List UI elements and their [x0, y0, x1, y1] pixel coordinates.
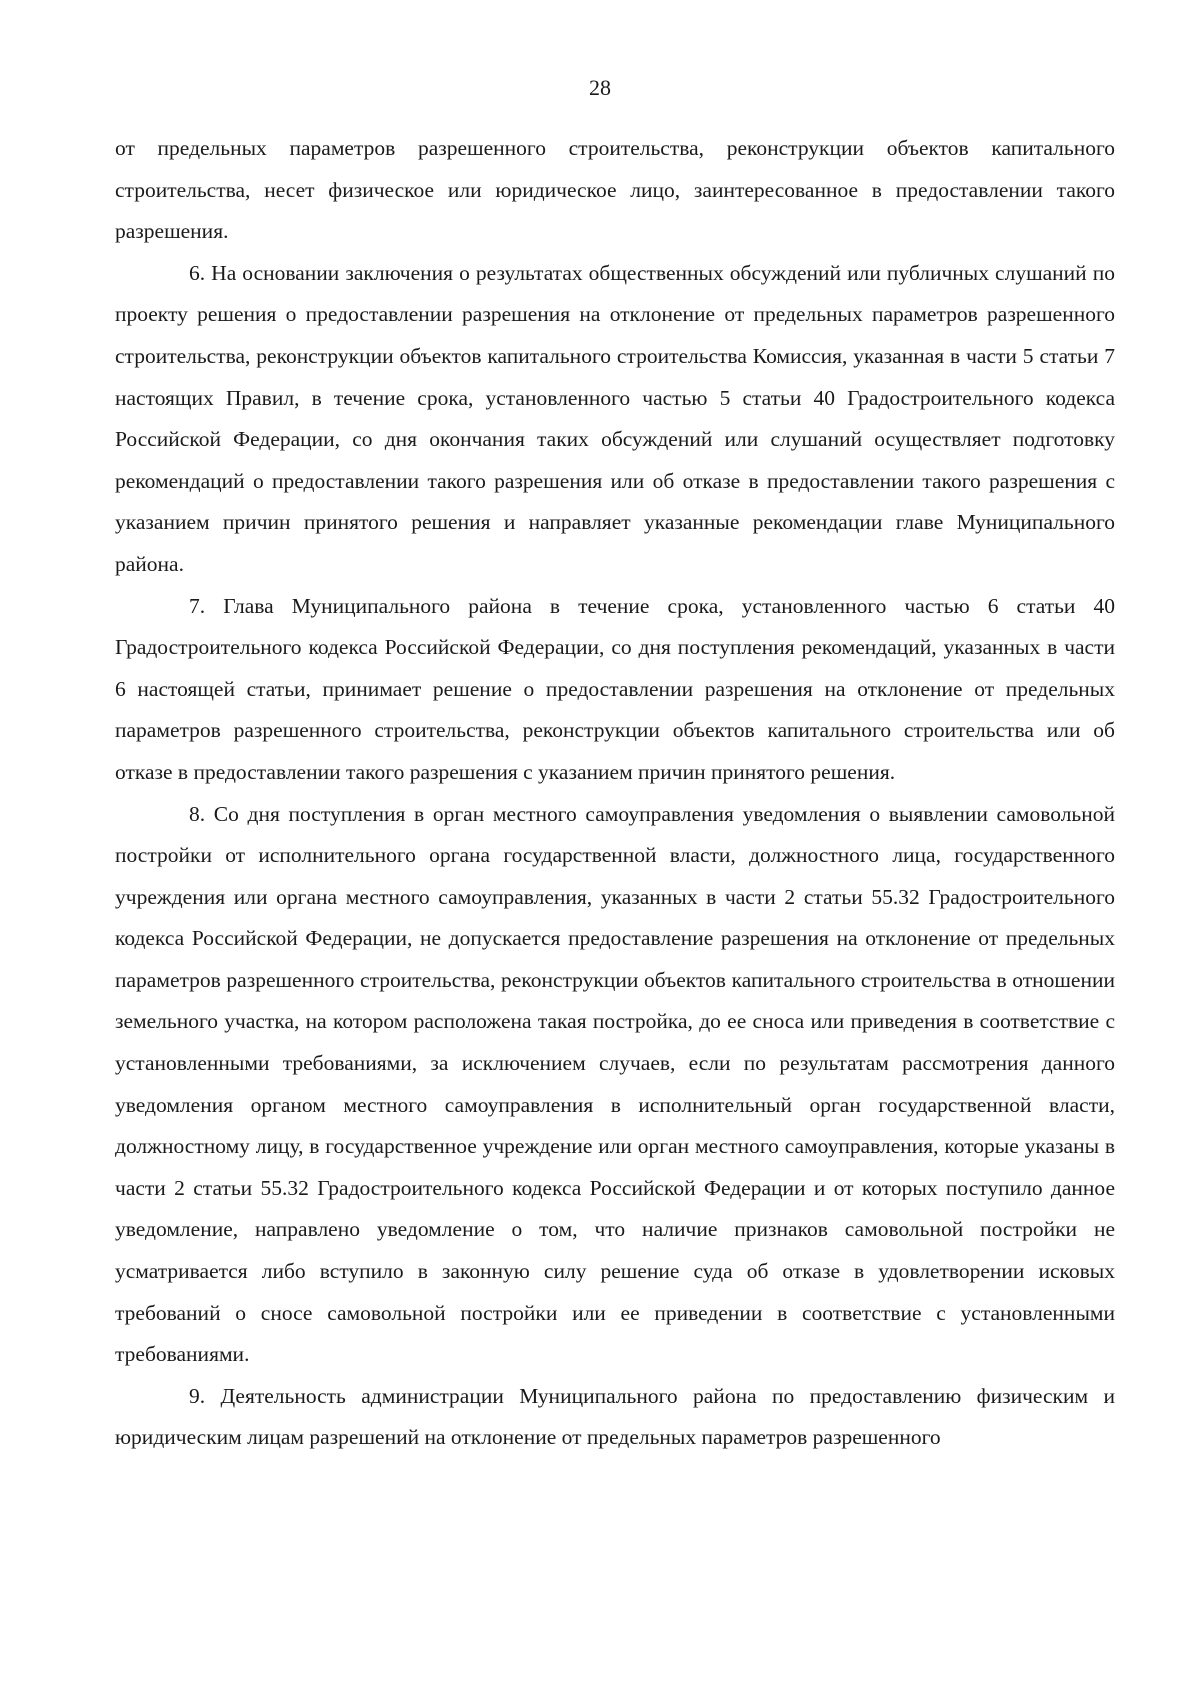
paragraph-item-8: 8. Со дня поступления в орган местного самоуправления уведомления о выявлении самовольной постройки от исполнительного органа государственной власти, должностного лица, государственного учреждения или органа местного самоуправления, указанных в части 2 статьи 55.32 Градостроительного кодекса Российской Федерации, не допускается предоставление разрешения на отклонение от предельных параметров разрешенного строительства, реконструкции объектов капитального строительства в отношении земельного участка, на котором расположена такая постройка, до ее сноса или приведения в соответствие с установленными требованиями, за исключением случаев, если по результатам рассмотрения данного уведомления органом местного самоуправления в исполнительный орган государственной власти, должностному лицу, в государственное учреждение или орган местного самоуправления, которые указаны в части 2 статьи 55.32 Градостроительного кодекса Российской Федерации и от которых поступило данное уведомление, направлено уведомление о том, что наличие признаков самовольной постройки не усматривается либо вступило в законную силу решение суда об отказе в удовлетворении исковых требований о сносе самовольной постройки или ее приведении в соответствие с установленными требованиями.: [115, 801, 1115, 1367]
page-number: 28: [589, 75, 611, 100]
document-body: [115, 128, 1115, 1459]
paragraph-item-7: 7. Глава Муниципального района в течение срока, установленного частью 6 статьи 40 Градостроительного кодекса Российской Федерации, со дня поступления рекомендаций, указанных в части 6 настоящей статьи, принимает решение о предоставлении разрешения на отклонение от предельных параметров разрешенного строительства, реконструкции объектов капитального строительства или об отказе в предоставлении такого разрешения с указанием причин принятого решения.: [115, 593, 1115, 784]
paragraph-item-6: 6. На основании заключения о результатах общественных обсуждений или публичных слушаний по проекту решения о предоставлении разрешения на отклонение от предельных параметров разрешенного строительства, реконструкции объектов капитального строительства Комиссия, указанная в части 5 статьи 7 настоящих Правил, в течение срока, установленного частью 5 статьи 40 Градостроительного кодекса Российской Федерации, со дня окончания таких обсуждений или слушаний осуществляет подготовку рекомендаций о предоставлении такого разрешения или об отказе в предоставлении такого разрешения с указанием причин принятого решения и направляет указанные рекомендации главе Муниципального района.: [115, 260, 1115, 576]
paragraph-item-9: 9. Деятельность администрации Муниципального района по предоставлению физическим и юридическим лицам разрешений на отклонение от предельных параметров разрешенного: [115, 1383, 1115, 1450]
paragraph-continuation: от предельных параметров разрешенного строительства, реконструкции объектов капитального строительства, несет физическое или юридическое лицо, заинтересованное в предоставлении такого разрешения.: [115, 136, 1115, 244]
